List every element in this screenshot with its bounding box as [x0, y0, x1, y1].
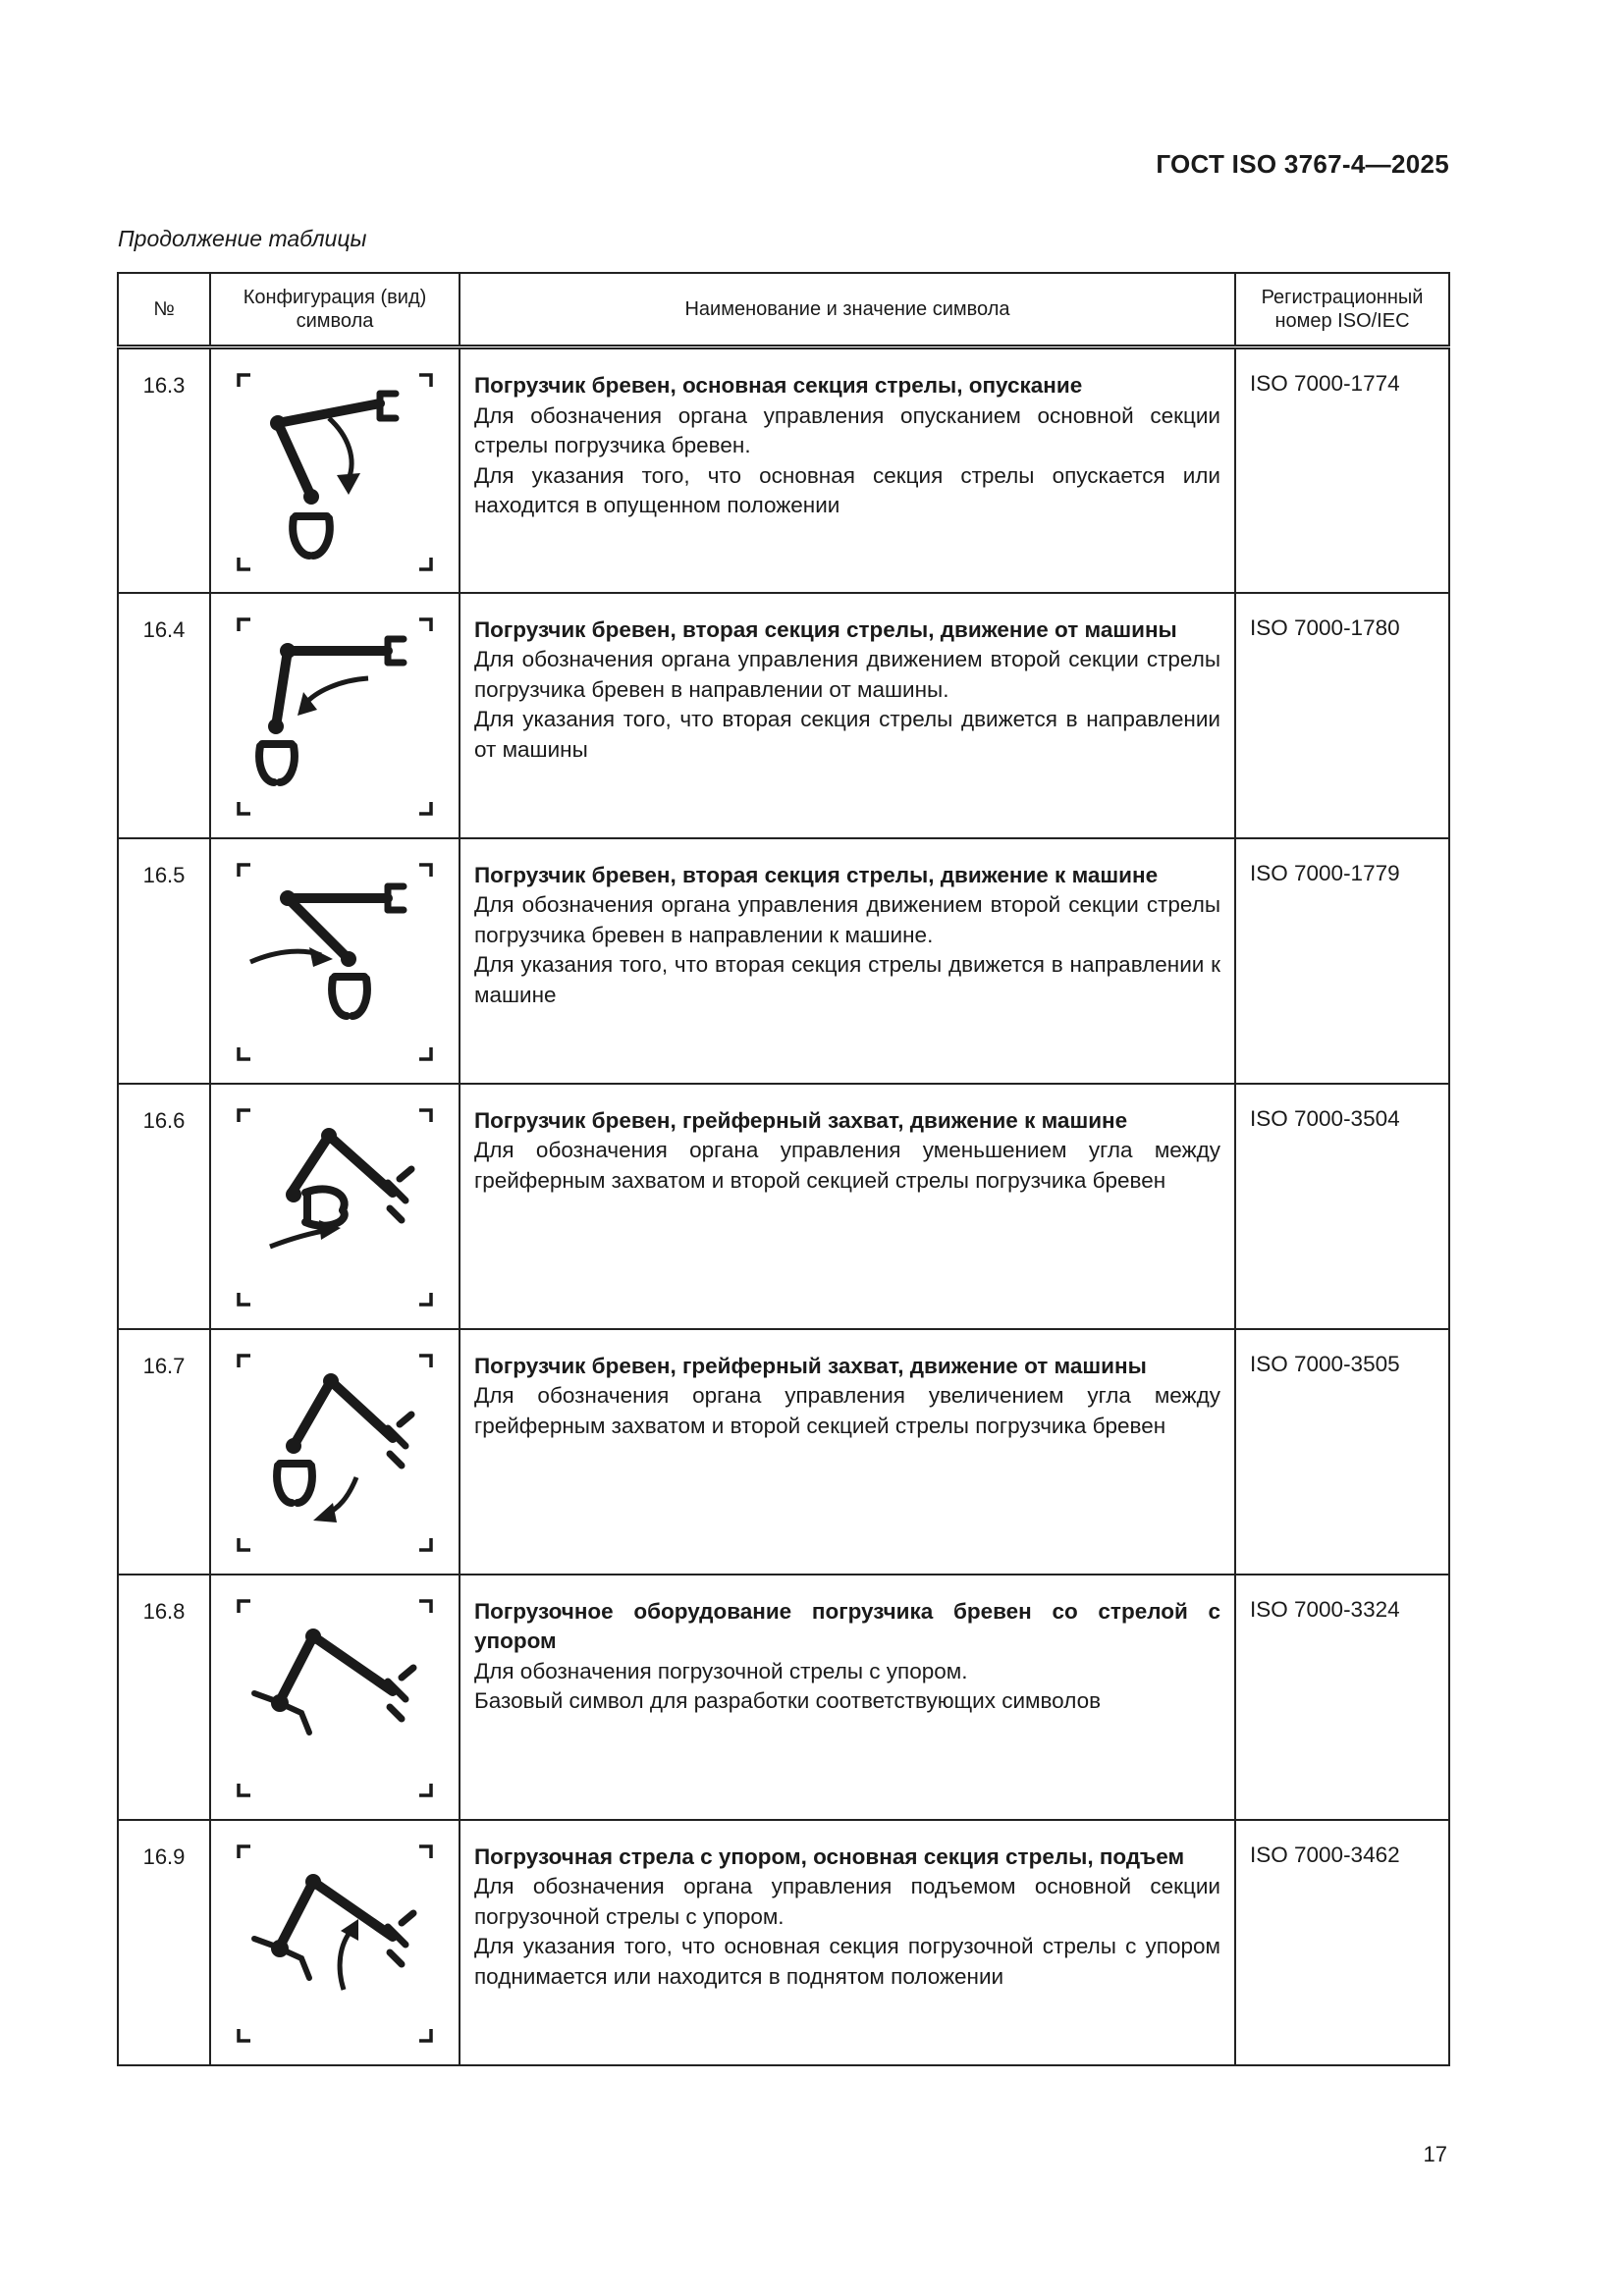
table-row [118, 1575, 1449, 1820]
table-header-row [118, 273, 1449, 347]
symbol-cell [210, 1575, 460, 1820]
symbol-meaning: Для обозначения погрузочной стрелы с упором. [474, 1658, 968, 1683]
registration-number: ISO 7000-1779 [1235, 838, 1449, 1084]
symbol-cell [210, 593, 460, 838]
registration-number: ISO 7000-1780 [1235, 593, 1449, 838]
table-row [118, 593, 1449, 838]
symbols-table [117, 272, 1450, 2066]
column-header-number: № [118, 273, 210, 347]
symbol-meaning: Для обозначения органа управления опусканием основной секции стрелы погрузчика бревен. [474, 402, 1220, 457]
column-header-registration: Регистрационный номер ISO/IEC [1235, 273, 1449, 347]
row-number: 16.3 [118, 347, 210, 593]
log-loader-grapple-toward-icon [211, 1085, 459, 1328]
row-number: 16.5 [118, 838, 210, 1084]
symbol-description [460, 593, 1235, 838]
symbol-description [460, 1820, 1235, 2065]
table-row [118, 1084, 1449, 1329]
symbol-description [460, 838, 1235, 1084]
table-row [118, 838, 1449, 1084]
symbol-description [460, 347, 1235, 593]
symbol-meaning: Для обозначения органа управления движением второй секции стрелы погрузчика бревен в направлении от машины. [474, 647, 1220, 702]
symbol-title: Погрузчик бревен, грейферный захват, движение от машины [474, 1353, 1147, 1378]
symbol-cell [210, 1820, 460, 2065]
registration-number: ISO 7000-3505 [1235, 1329, 1449, 1575]
registration-number: ISO 7000-3504 [1235, 1084, 1449, 1329]
boom-with-stop-main-raise-icon [211, 1821, 459, 2064]
symbol-meaning: Для указания того, что вторая секция стрелы движется в направлении от машины [474, 707, 1220, 762]
registration-number: ISO 7000-3462 [1235, 1820, 1449, 2065]
log-loader-grapple-away-icon [211, 1330, 459, 1574]
symbol-meaning: Для обозначения органа управления подъемом основной секции погрузочной стрелы с упором. [474, 1874, 1220, 1929]
row-number: 16.7 [118, 1329, 210, 1575]
page-number: 17 [1423, 2142, 1447, 2166]
symbol-title: Погрузчик бревен, вторая секция стрелы, движение к машине [474, 862, 1159, 887]
symbol-description [460, 1084, 1235, 1329]
row-number: 16.9 [118, 1820, 210, 2065]
log-loader-boom-with-stop-icon [211, 1575, 459, 1819]
log-loader-second-boom-away-icon [211, 594, 459, 837]
table-row [118, 1329, 1449, 1575]
document-header: ГОСТ ISO 3767-4—2025 [1156, 149, 1449, 179]
symbol-cell [210, 1329, 460, 1575]
log-loader-main-boom-lower-icon [211, 349, 459, 593]
symbol-title: Погрузочное оборудование погрузчика бревен со стрелой с упором [474, 1598, 1220, 1653]
symbol-meaning: Для обозначения органа управления движением второй секции стрелы погрузчика бревен в направлении к машине. [474, 892, 1220, 947]
row-number: 16.6 [118, 1084, 210, 1329]
symbol-title: Погрузочная стрела с упором, основная секция стрелы, подъем [474, 1843, 1185, 1869]
table-row [118, 1820, 1449, 2065]
symbol-meaning: Для указания того, что основная секция стрелы опускается или находится в опущенном положении [474, 462, 1220, 517]
table-row [118, 347, 1449, 593]
symbol-meaning: Для обозначения органа управления уменьшением угла между грейферным захватом и второй секцией стрелы погрузчика бревен [474, 1138, 1220, 1193]
row-number: 16.4 [118, 593, 210, 838]
registration-number: ISO 7000-1774 [1235, 347, 1449, 593]
table-continuation-label: Продолжение таблицы [118, 226, 367, 251]
symbol-meaning: Для указания того, что основная секция погрузочной стрелы с упором поднимается или находится в поднятом положении [474, 1934, 1220, 1989]
symbol-cell [210, 838, 460, 1084]
row-number: 16.8 [118, 1575, 210, 1820]
symbol-title: Погрузчик бревен, грейферный захват, движение к машине [474, 1107, 1128, 1133]
symbol-meaning: Для обозначения органа управления увеличением угла между грейферным захватом и второй секцией стрелы погрузчика бревен [474, 1383, 1220, 1438]
log-loader-second-boom-toward-icon [211, 839, 459, 1083]
symbol-description [460, 1329, 1235, 1575]
symbol-meaning: Для указания того, что вторая секция стрелы движется в направлении к машине [474, 952, 1220, 1007]
symbol-description [460, 1575, 1235, 1820]
symbol-cell [210, 1084, 460, 1329]
symbol-title: Погрузчик бревен, основная секция стрелы, опускание [474, 373, 1083, 398]
registration-number: ISO 7000-3324 [1235, 1575, 1449, 1820]
symbol-title: Погрузчик бревен, вторая секция стрелы, движение от машины [474, 616, 1177, 642]
symbol-cell [210, 347, 460, 593]
column-header-symbol: Конфигурация (вид) символа [210, 273, 460, 347]
symbol-meaning: Базовый символ для разработки соответствующих символов [474, 1688, 1102, 1713]
column-header-description: Наименование и значение символа [460, 273, 1235, 347]
